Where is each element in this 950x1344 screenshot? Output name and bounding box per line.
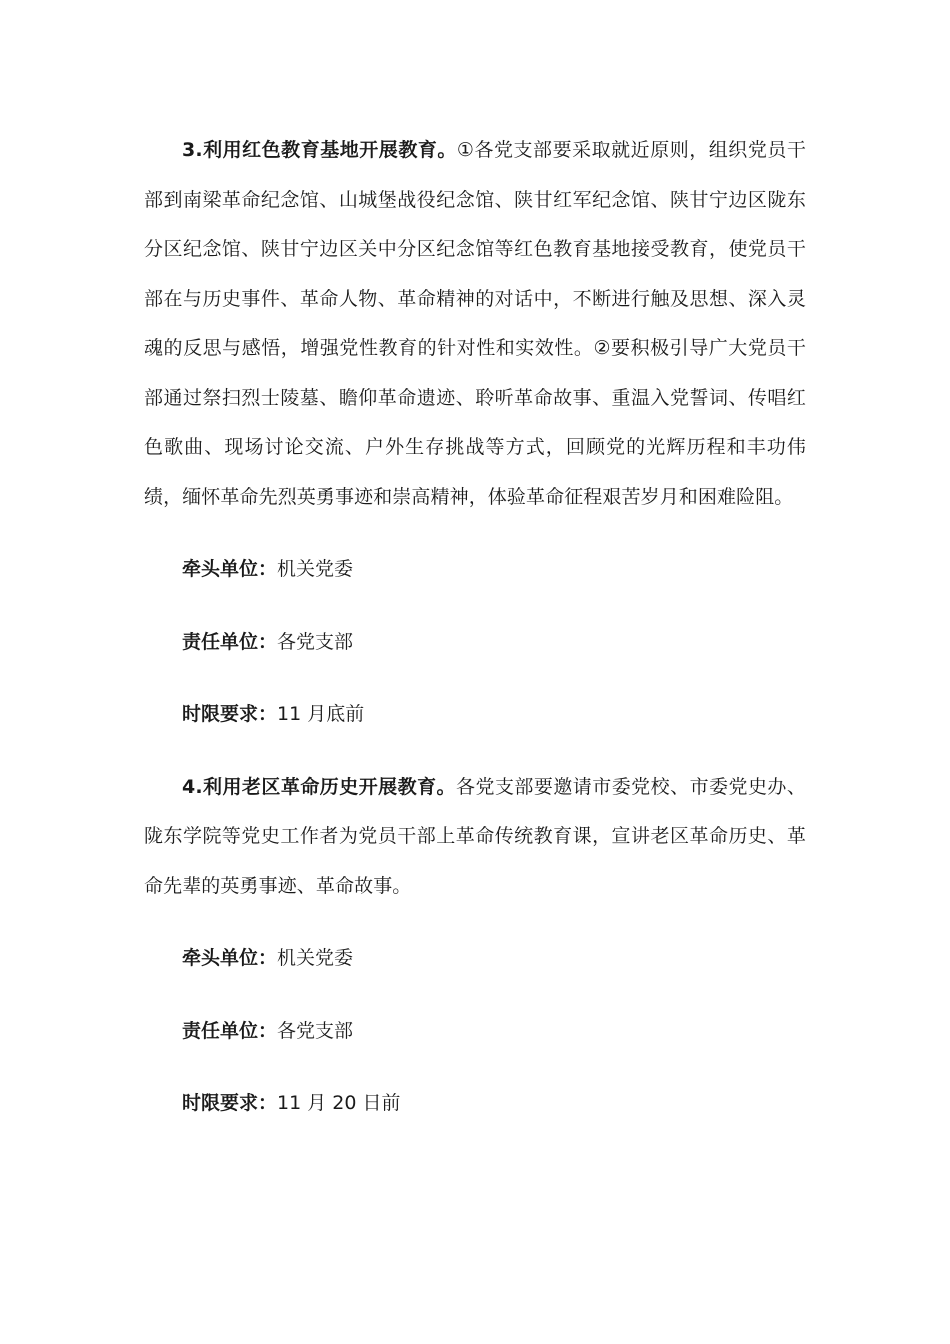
- responsible-unit-value: 各党支部: [277, 630, 354, 653]
- section-3-paragraph: [144, 126, 806, 522]
- document-page: [144, 126, 806, 1129]
- deadline-label: 时限要求：: [182, 1092, 278, 1114]
- section-3-heading: 3.利用红色教育基地开展教育。: [182, 139, 457, 161]
- section-3-lead-unit: [144, 545, 806, 595]
- responsible-unit-label: 责任单位：: [182, 1019, 278, 1042]
- section-4-lead-unit: [144, 934, 806, 984]
- section-3-deadline: [144, 690, 806, 740]
- lead-unit-label: 牵头单位：: [182, 947, 278, 969]
- responsible-unit-value: 各党支部: [277, 1019, 354, 1042]
- section-4-heading: 4.利用老区革命历史开展教育。: [182, 775, 457, 798]
- lead-unit-label: 牵头单位：: [182, 558, 278, 580]
- section-3-body: ①各党支部要采取就近原则，组织党员干部到南梁革命纪念馆、山城堡战役纪念馆、陕甘红军纪念馆、陕甘宁边区陇东分区纪念馆、陕甘宁边区关中分区纪念馆等红色教育基地接受教育，使党员干部在与历史事件、革命人物、革命精神的对话中，不断进行触及思想、深入灵魂的反思与感悟，增强党性教育的针对性和实效性。②要积极引导广大党员干部通过祭扫烈士陵墓、瞻仰革命遗迹、聆听革命故事、重温入党誓词、传唱红色歌曲、现场讨论交流、户外生存挑战等方式，回顾党的光辉历程和丰功伟绩，缅怀革命先烈英勇事迹和崇高精神，体验革命征程艰苦岁月和困难险阻。: [144, 139, 806, 508]
- lead-unit-value: 机关党委: [277, 947, 354, 969]
- deadline-value: 11 月底前: [277, 703, 365, 725]
- section-4-deadline: [144, 1079, 806, 1129]
- deadline-label: 时限要求：: [182, 703, 278, 725]
- section-4-paragraph: [144, 763, 806, 912]
- section-4-responsible-unit: [144, 1007, 806, 1057]
- lead-unit-value: 机关党委: [277, 558, 354, 580]
- section-4-body: 各党支部要邀请市委党校、市委党史办、陇东学院等党史工作者为党员干部上革命传统教育课，宣讲老区革命历史、革命先辈的英勇事迹、革命故事。: [144, 775, 806, 897]
- responsible-unit-label: 责任单位：: [182, 630, 278, 653]
- section-3-responsible-unit: [144, 618, 806, 668]
- deadline-value: 11 月 20 日前: [277, 1092, 401, 1114]
